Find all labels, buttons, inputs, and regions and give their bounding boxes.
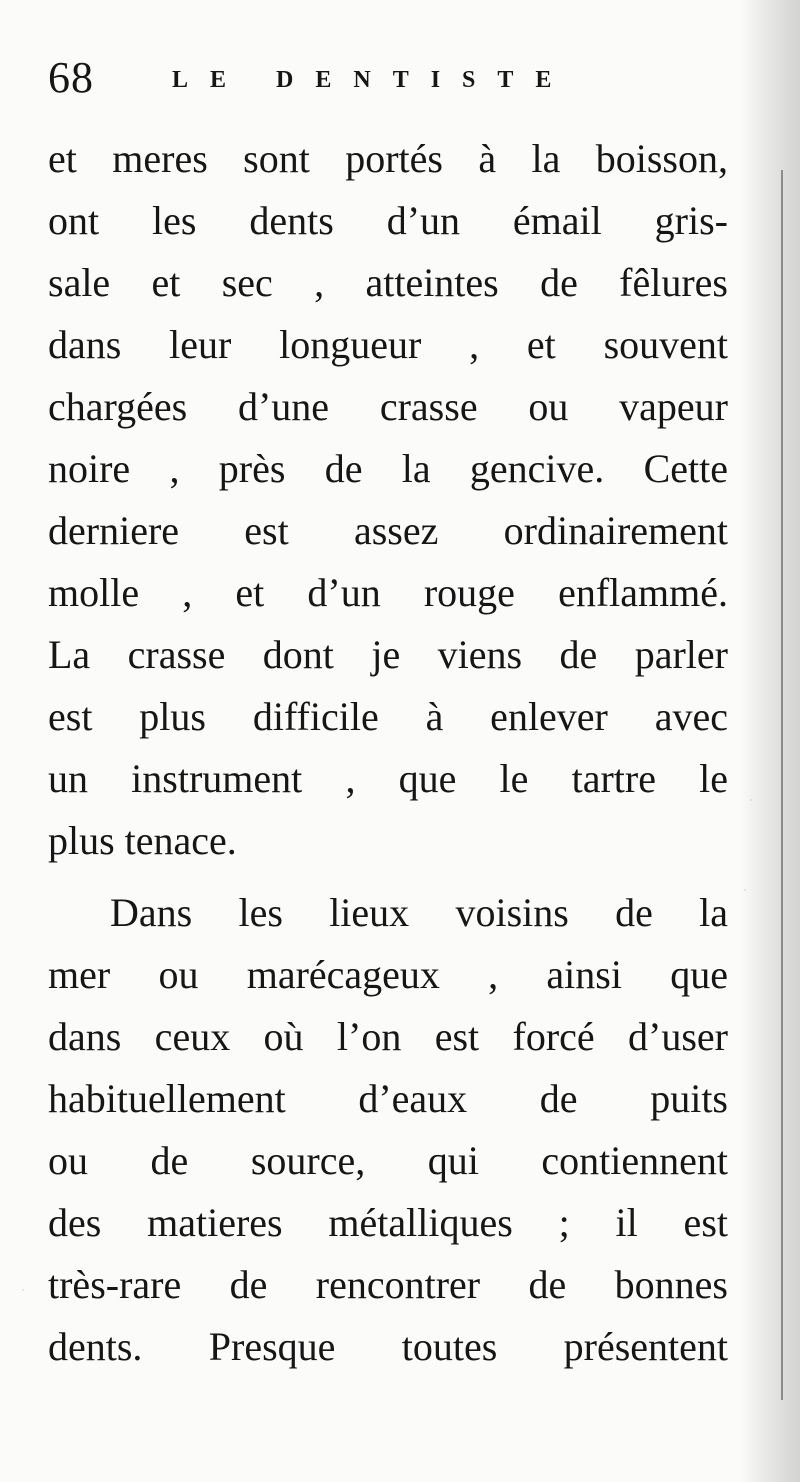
- paragraph-gap: [48, 872, 728, 882]
- text-line: très-rare de rencontrer de bonnes: [48, 1262, 728, 1307]
- text-line: plus tenace.: [48, 818, 237, 863]
- text-line: La crasse dont je viens de parler: [48, 632, 728, 677]
- running-head: [48, 52, 728, 112]
- text-line: Dans les lieux voisins de la: [110, 890, 728, 935]
- bleed-through-mark: ·: [742, 880, 748, 900]
- text-line: dans ceux où l’on est forcé d’user: [48, 1014, 728, 1059]
- running-title: LE DENTISTE: [172, 67, 574, 93]
- text-line: mer ou marécageux , ainsi que: [48, 952, 728, 997]
- text-line: dans leur longueur , et souvent: [48, 322, 728, 367]
- text-line: dents. Presque toutes présentent: [48, 1324, 728, 1369]
- text-line: molle , et d’un rouge enflammé.: [48, 570, 728, 615]
- text-line: habituellement d’eaux de puits: [48, 1076, 728, 1121]
- text-line: des matieres métalliques ; il est: [48, 1200, 728, 1245]
- text-line: sale et sec , atteintes de fêlures: [48, 260, 728, 305]
- text-line: ont les dents d’un émail gris-: [48, 198, 728, 243]
- text-line: un instrument , que le tartre le: [48, 756, 728, 801]
- bleed-through-mark: ·: [20, 1280, 26, 1300]
- text-line: noire , près de la gencive. Cette: [48, 446, 728, 491]
- body-text: [48, 128, 728, 1378]
- bleed-through-mark: ·: [748, 790, 754, 810]
- text-line: est plus difficile à enlever avec: [48, 694, 728, 739]
- page-number: 68: [48, 53, 94, 102]
- text-line: derniere est assez ordinairement: [48, 508, 728, 553]
- text-line: chargées d’une crasse ou vapeur: [48, 384, 728, 429]
- text-line: et meres sont portés à la boisson,: [48, 136, 728, 181]
- page-edge-shadow: [781, 170, 783, 1400]
- text-line: ou de source, qui contiennent: [48, 1138, 728, 1183]
